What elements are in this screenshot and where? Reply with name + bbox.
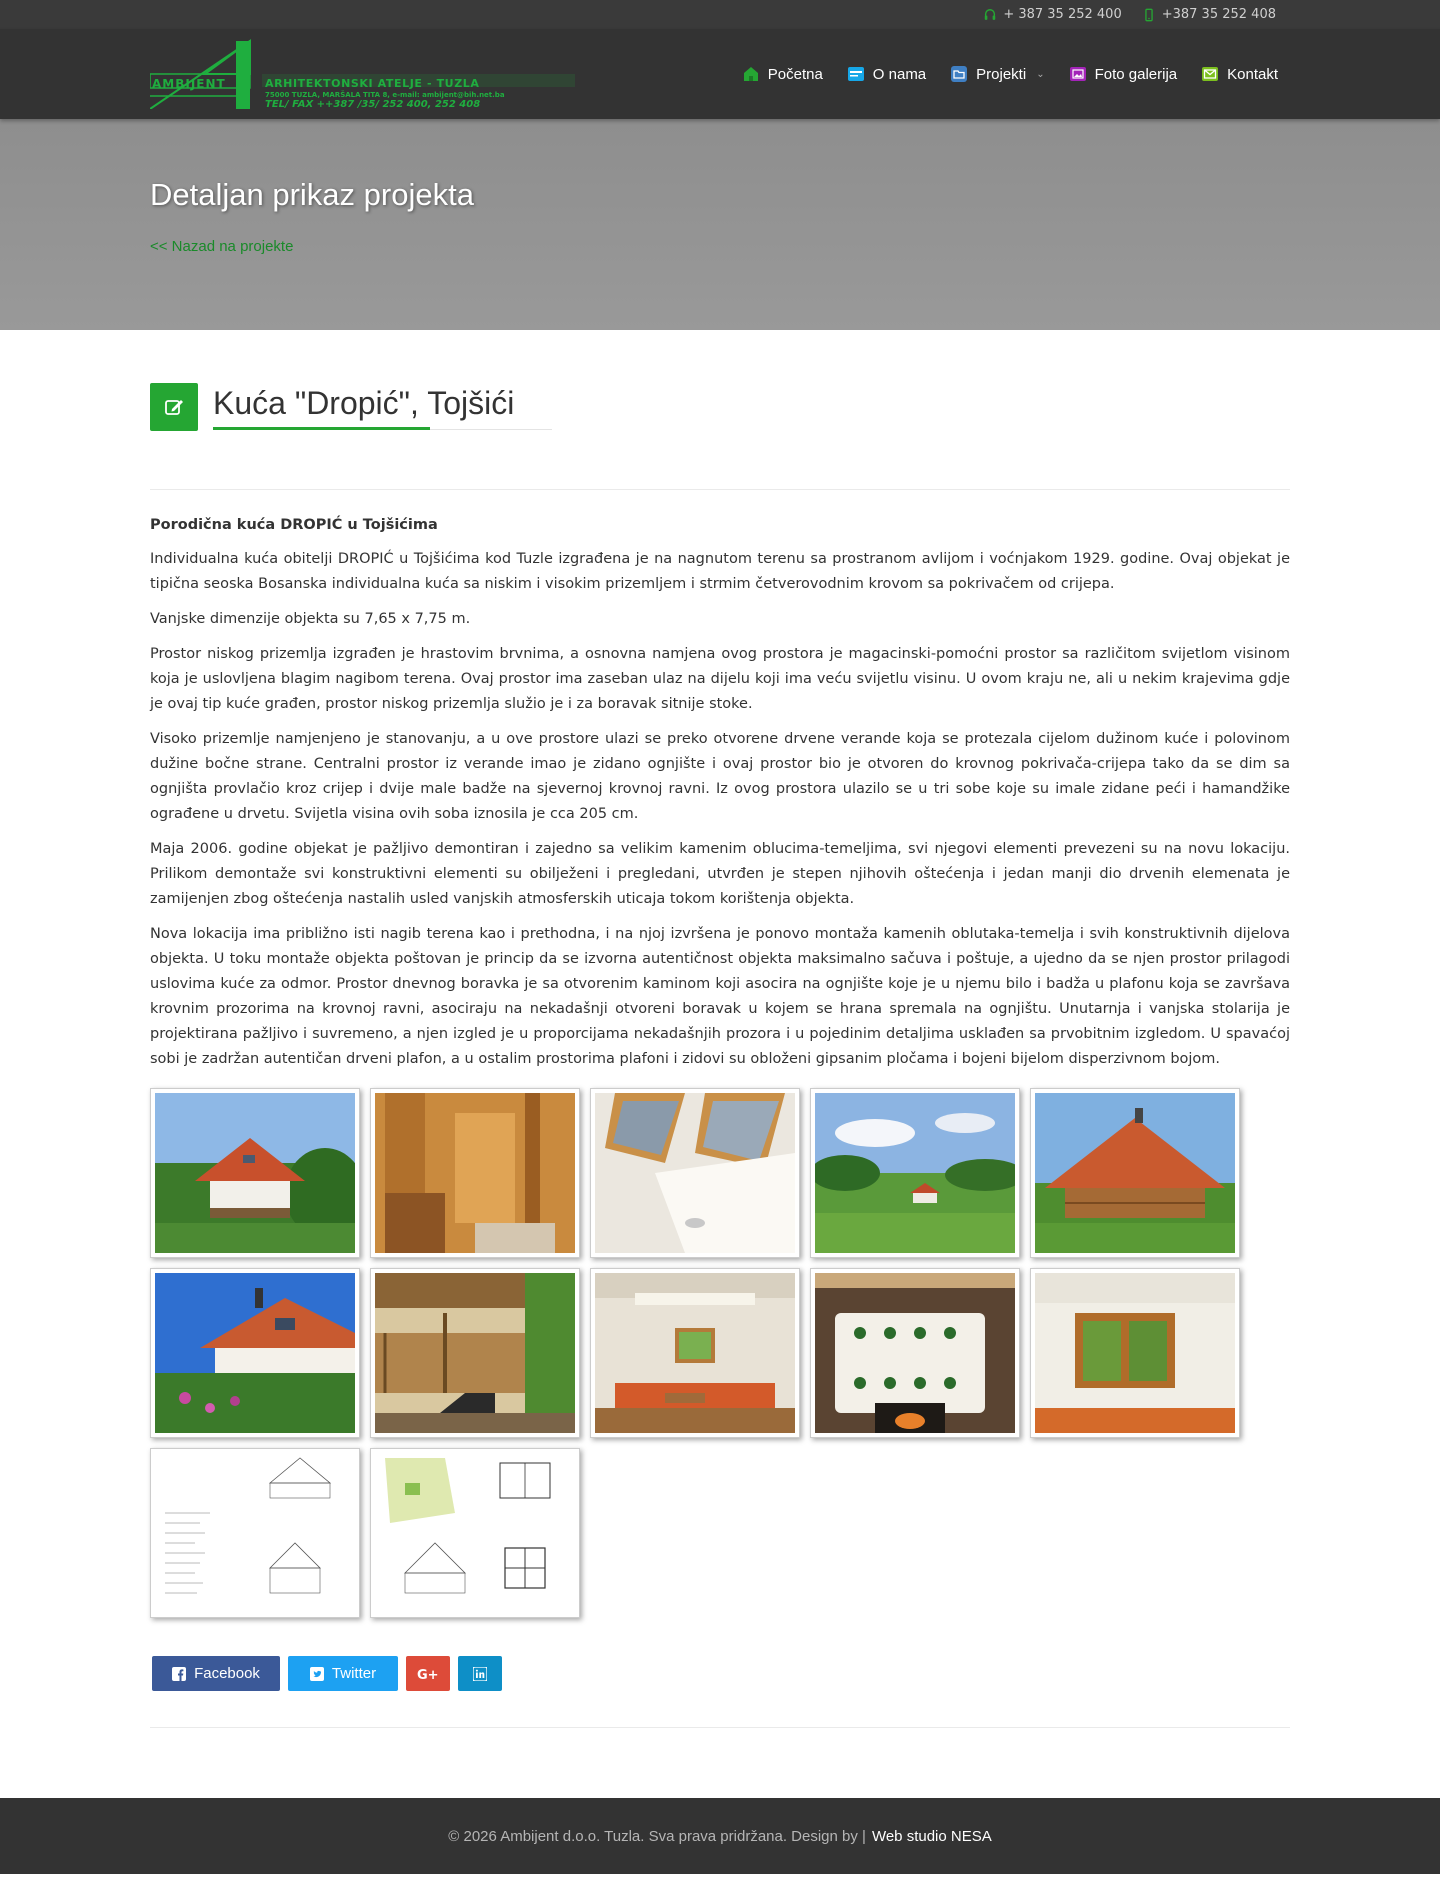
facebook-label: Facebook (194, 1665, 260, 1682)
divider (150, 1727, 1290, 1728)
main-nav (730, 54, 1290, 94)
stove-photo (815, 1273, 1015, 1433)
logo-company-name: ARHITEKTONSKI ATELJE - TUZLA (265, 77, 480, 90)
site-plan-drawing (375, 1453, 575, 1613)
gallery-thumbnail[interactable] (590, 1268, 800, 1438)
paragraph: Individualna kuća obitelji DROPIĆ u Tojšićima kod Tuzle izgrađena je na nagnutom terenu sa prostranom avlijom i voćnjakom 1929. godine. Ovaj objekat je tipična seoska Bosanska individualna kuća sa niskim i visokim prizemljem i strmim četverovodnim krovom sa pokrivačem od crijepa. (150, 551, 1290, 592)
page-title: Detaljan prikaz projekta (150, 177, 474, 212)
skylight-photo (595, 1093, 795, 1253)
nav-label: Projekti (976, 65, 1027, 83)
paragraph: Maja 2006. godine objekat je pažljivo demontiran i zajedno sa velikim kamenim oblucima-temeljima, svi njegovi elementi prevezeni su na novu lokaciju. Prilikom demontaže svi konstruktivni elementi su obilježeni i pregledani, utvrđen je stepen njihovih oštećenja i jedan manji dio drvenih elemenata je zamijenjen zbog oštećenja nastalih usled vanjskih atmosferskih uticaja tokom korištenja objekta. (150, 841, 1290, 907)
phone-number-2: +387 35 252 408 (1161, 7, 1276, 22)
nav-label: Početna (767, 65, 823, 83)
veranda-photo (375, 1093, 575, 1253)
gallery-thumbnail[interactable] (150, 1088, 360, 1258)
phone-number-1: + 387 35 252 400 (1003, 7, 1122, 22)
gallery-thumbnail[interactable] (810, 1088, 1020, 1258)
nav-label: Foto galerija (1094, 65, 1178, 83)
project-lead: Porodična kuća DROPIĆ u Tojšićima (150, 517, 438, 533)
site-footer (0, 1798, 1440, 1874)
headset-icon (983, 8, 997, 22)
mobile-contact (1142, 7, 1276, 22)
gallery-thumbnail[interactable] (810, 1268, 1020, 1438)
gallery-thumbnail[interactable] (370, 1268, 580, 1438)
project-description (150, 490, 1290, 1072)
nav-item-foto-galerija[interactable] (1057, 54, 1190, 94)
landscape-photo (815, 1093, 1015, 1253)
window-interior-photo (1035, 1273, 1235, 1433)
google-plus-share-button[interactable] (406, 1656, 450, 1691)
site-header (0, 29, 1440, 119)
copyright-text: © 2026 Ambijent d.o.o. Tuzla. Sva prava pridržana. Design by | (448, 1827, 866, 1845)
paragraph: Visoko prizemlje namjenjeno je stanovanju, a u ove prostore ulazi se preko otvorene drvene verande koja se protezala cijelom dužinom kuće i polovinom dužine bočne strane. Centralni prostor iz verande imao je zidano ognjište i ovaj prostor bio je otvoren do krovnog pokrivača-crijepa tako da se dim sa ognjišta provlačio kroz crijep i dvije male badže na sjevernoj krovnoj ravni. Iz ovog prostora ulazilo se u tri sobe koje su imale zidane peći i hamandžike ograđene u drvetu. Svijetla visina ovih soba iznosila je cca 205 cm. (150, 731, 1290, 822)
logo-word: AMBIJENT (152, 77, 226, 91)
gallery-thumbnail[interactable] (1030, 1268, 1240, 1438)
share-buttons (150, 1656, 1290, 1691)
photo-gallery (150, 1088, 1290, 1618)
mobile-phone-icon (1142, 8, 1156, 22)
paragraph: Nova lokacija ima približno isti nagib terena kao i prethodna, i na njoj izvršena je ponovo montaža kamenih oblutaka-temelja i svih konstruktivnih dijelova objekta. U toku montaže objekta poštovan je princip da se izvorna autentičnost objekta maksimalno sačuva i poštuje, a ujedno da se njen prostor prilagodi uslovima kuće za odmor. Prostor dnevnog boravka je sa otvorenim kaminom koji asocira na ognjište koje je u njemu bilo i badža u plafonu koja se završava krovnim prozorima na krovnoj ravni, asociraju na nekadašnji otvoreni boravak u kojem se hrana spremala na ognjištu. Unutarnja i vanjska stolarija je projektirana pažljivo i suvremeno, a njen izgled je u proporcijama nekadašnjih prozora i u pojedinim detaljima usklađen sa prvobitnim izgledom. U spavaćoj sobi je zadržan autentičan drveni plafon, a u ostalim prostorima plafoni i zidovi su obloženi gipsanim pločama i bojeni bijelom disperzivnom bojom. (150, 926, 1290, 1067)
google-plus-icon (417, 1667, 439, 1681)
facebook-share-button[interactable] (152, 1656, 280, 1691)
facebook-icon (172, 1667, 186, 1681)
veranda-stairs-photo (375, 1273, 575, 1433)
back-to-projects-link[interactable]: << Nazad na projekte (150, 238, 294, 255)
chevron-down-icon: ⌄ (1036, 68, 1045, 80)
house-photo (155, 1093, 355, 1253)
gallery-thumbnail[interactable] (370, 1448, 580, 1618)
nav-item-pocetna[interactable] (730, 54, 835, 94)
twitter-label: Twitter (331, 1665, 377, 1682)
nav-item-o-nama[interactable] (835, 54, 938, 94)
nav-item-projekti[interactable] (938, 54, 1056, 94)
top-contact-bar (0, 0, 1440, 29)
phone-contact (983, 7, 1121, 22)
card-icon (847, 65, 865, 83)
house-flowers-photo (155, 1273, 355, 1433)
linkedin-icon (473, 1667, 487, 1681)
nav-label: Kontakt (1227, 65, 1278, 83)
edit-icon (150, 383, 198, 431)
paragraph: Vanjske dimenzije objekta su 7,65 x 7,75 m. (150, 611, 471, 627)
house-veranda-photo (1035, 1093, 1235, 1253)
gallery-thumbnail[interactable] (1030, 1088, 1240, 1258)
mail-icon (1201, 65, 1219, 83)
image-icon (1069, 65, 1087, 83)
living-room-photo (595, 1273, 795, 1433)
linkedin-share-button[interactable] (458, 1656, 502, 1691)
logo-address: 75000 TUZLA, MARŠALA TITA 8, e-mail: ambijent@bih.net.ba (265, 91, 505, 99)
gallery-thumbnail[interactable] (590, 1088, 800, 1258)
nav-label: O nama (872, 65, 927, 83)
page-banner (0, 119, 1440, 330)
designer-link[interactable]: Web studio NESA (871, 1827, 992, 1845)
site-logo[interactable] (150, 39, 575, 109)
twitter-share-button[interactable] (288, 1656, 398, 1691)
gallery-thumbnail[interactable] (150, 1268, 360, 1438)
folder-icon (950, 65, 968, 83)
project-title-row (150, 383, 1290, 431)
svg-text:G+: G+ (417, 1667, 439, 1681)
gallery-thumbnail[interactable] (150, 1448, 360, 1618)
twitter-icon (310, 1667, 324, 1681)
paragraph: Prostor niskog prizemlja izgrađen je hrastovim brvnima, a osnovna namjena ovog prostora je magacinski-pomoćni prostor sa različitom svijetlom visinom koja je uslovljena blagim nagibom terena. Ovaj prostor ima zaseban ulaz na dijelu koji ima veću svijetlu visinu. U ovom kraju ne, ali u nekim krajevima gdje je ovaj tip kuće građen, prostor niskog prizemlja služio je i za boravak sitnije stoke. (150, 646, 1290, 712)
nav-item-kontakt[interactable] (1189, 54, 1290, 94)
project-title-wrap (213, 383, 552, 430)
home-icon (742, 65, 760, 83)
architectural-drawing (155, 1453, 355, 1613)
main-content (150, 330, 1290, 1728)
logo-phone: TEL/ FAX ++387 /35/ 252 400, 252 408 (265, 99, 481, 110)
gallery-thumbnail[interactable] (370, 1088, 580, 1258)
project-title: Kuća "Dropić", Tojšići (213, 385, 515, 421)
